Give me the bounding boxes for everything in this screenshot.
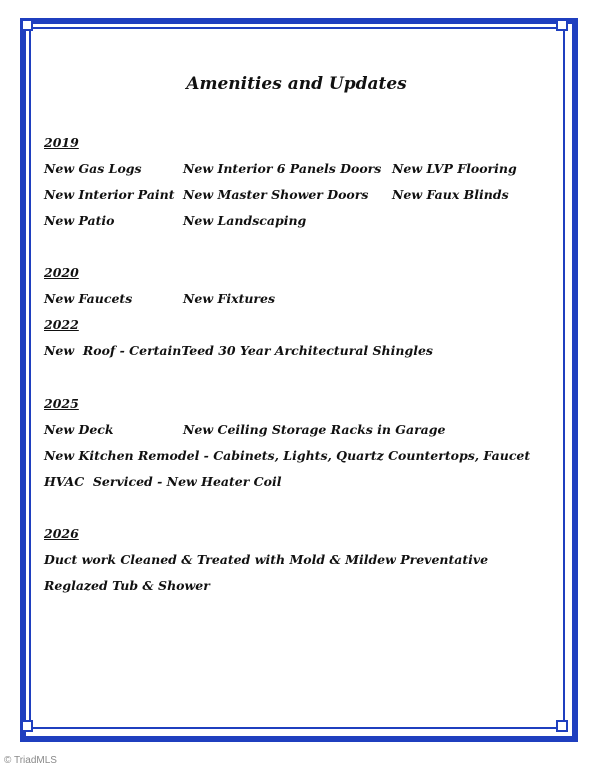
- item-new-landscaping: New Landscaping: [183, 213, 307, 228]
- item-new-kitchen-remodel: New Kitchen Remodel - Cabinets, Lights, Quartz Countertops, Faucet: [44, 448, 531, 463]
- page-border-inner: [29, 27, 565, 729]
- corner-ornament-bottom-right: [556, 720, 568, 732]
- year-heading-2026: 2026: [44, 526, 79, 541]
- item-new-roof: New Roof - CertainTeed 30 Year Architectural Shingles: [44, 343, 433, 358]
- item-duct-work-cleaned: Duct work Cleaned & Treated with Mold & Mildew Preventative: [44, 552, 489, 567]
- item-new-deck: New Deck: [44, 422, 114, 437]
- item-hvac-serviced: HVAC Serviced - New Heater Coil: [44, 474, 282, 489]
- item-new-interior-doors: New Interior 6 Panels Doors: [183, 161, 382, 176]
- corner-ornament-bottom-left: [21, 720, 33, 732]
- item-new-patio: New Patio: [44, 213, 115, 228]
- item-new-gas-logs: New Gas Logs: [44, 161, 142, 176]
- item-new-master-shower-doors: New Master Shower Doors: [183, 187, 369, 202]
- item-reglazed-tub-shower: Reglazed Tub & Shower: [44, 578, 210, 593]
- corner-ornament-top-left: [21, 19, 33, 31]
- corner-ornament-top-right: [556, 19, 568, 31]
- item-new-faux-blinds: New Faux Blinds: [392, 187, 509, 202]
- item-new-fixtures: New Fixtures: [183, 291, 276, 306]
- watermark: © TriadMLS: [4, 755, 57, 766]
- page-title: Amenities and Updates: [186, 74, 407, 94]
- item-new-interior-paint: New Interior Paint: [44, 187, 175, 202]
- item-new-ceiling-storage-racks: New Ceiling Storage Racks in Garage: [183, 422, 446, 437]
- item-new-lvp-flooring: New LVP Flooring: [392, 161, 517, 176]
- year-heading-2020: 2020: [44, 265, 79, 280]
- year-heading-2025: 2025: [44, 396, 79, 411]
- item-new-faucets: New Faucets: [44, 291, 133, 306]
- year-heading-2019: 2019: [44, 135, 79, 150]
- year-heading-2022: 2022: [44, 317, 79, 332]
